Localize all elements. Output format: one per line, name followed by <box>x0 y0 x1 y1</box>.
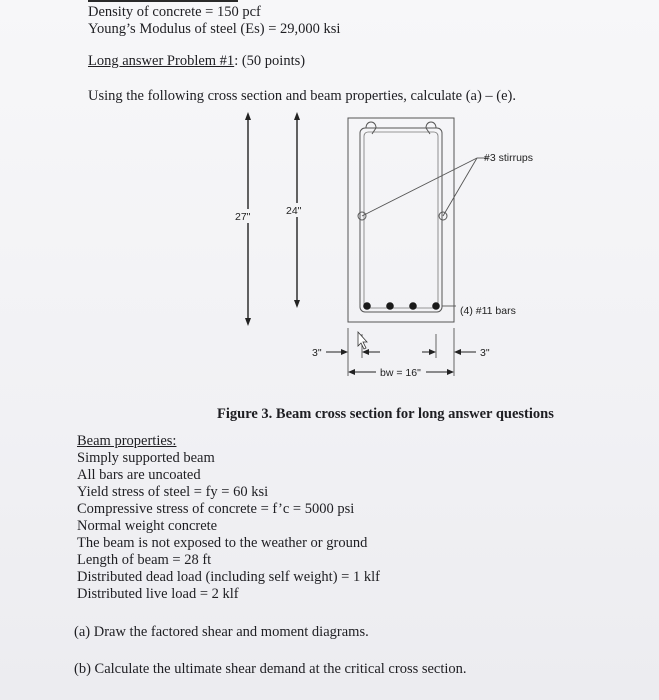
arrow-down-icon <box>245 318 251 326</box>
top-rule <box>88 0 238 2</box>
mouse-cursor-icon <box>358 332 367 349</box>
rebar <box>386 302 394 310</box>
problem-instruction: Using the following cross section and beam properties, calculate (a) – (e). <box>88 88 517 104</box>
arrow-right-icon <box>429 349 436 355</box>
modulus-line: Young’s Modulus of steel (Es) = 29,000 ksi <box>88 21 341 37</box>
density-line: Density of concrete = 150 pcf <box>88 4 261 20</box>
problem-title: Long answer Problem #1 <box>88 53 235 69</box>
arrow-up-icon <box>294 112 300 120</box>
beam-cross-section-figure <box>230 108 560 388</box>
property-item: Distributed live load = 2 klf <box>77 586 239 602</box>
stirrup <box>360 128 442 312</box>
arrow-left-icon <box>348 369 355 375</box>
arrow-down-icon <box>294 300 300 308</box>
problem-points: : (50 points) <box>234 53 306 69</box>
property-item: All bars are uncoated <box>77 467 201 483</box>
width-label: bw = 16" <box>380 367 421 379</box>
arrow-right-icon <box>341 349 348 355</box>
property-item: Yield stress of steel = fy = 60 ksi <box>77 484 269 500</box>
question-b: (b) Calculate the ultimate shear demand at the critical cross section. <box>74 661 467 677</box>
stirrups-label: #3 stirrups <box>484 152 534 164</box>
beam-properties <box>77 433 380 603</box>
property-item: The beam is not exposed to the weather or ground <box>77 535 368 551</box>
property-item: Distributed dead load (including self weight) = 1 klf <box>77 569 380 585</box>
arrow-left-icon <box>454 349 461 355</box>
rebar <box>432 302 440 310</box>
cover-right-label: 3" <box>480 347 490 359</box>
height-total-label: 27" <box>235 211 251 223</box>
rebar <box>363 302 371 310</box>
property-item: Length of beam = 28 ft <box>77 552 212 568</box>
bars-label: (4) #11 bars <box>460 305 516 317</box>
figure-caption: Figure 3. Beam cross section for long answer questions <box>217 406 554 422</box>
height-effective-label: 24" <box>286 205 302 217</box>
arrow-up-icon <box>245 112 251 120</box>
problem-heading <box>88 53 305 70</box>
arrow-left-icon <box>362 349 369 355</box>
arrow-right-icon <box>447 369 454 375</box>
rebar <box>409 302 417 310</box>
cover-left-label: 3" <box>312 347 322 359</box>
properties-heading: Beam properties: <box>77 433 177 449</box>
property-item: Compressive stress of concrete = f’c = 5000 psi <box>77 501 355 517</box>
stirrup-inner <box>364 132 438 308</box>
property-item: Simply supported beam <box>77 450 215 466</box>
question-a: (a) Draw the factored shear and moment diagrams. <box>74 624 369 640</box>
property-item: Normal weight concrete <box>77 518 218 534</box>
